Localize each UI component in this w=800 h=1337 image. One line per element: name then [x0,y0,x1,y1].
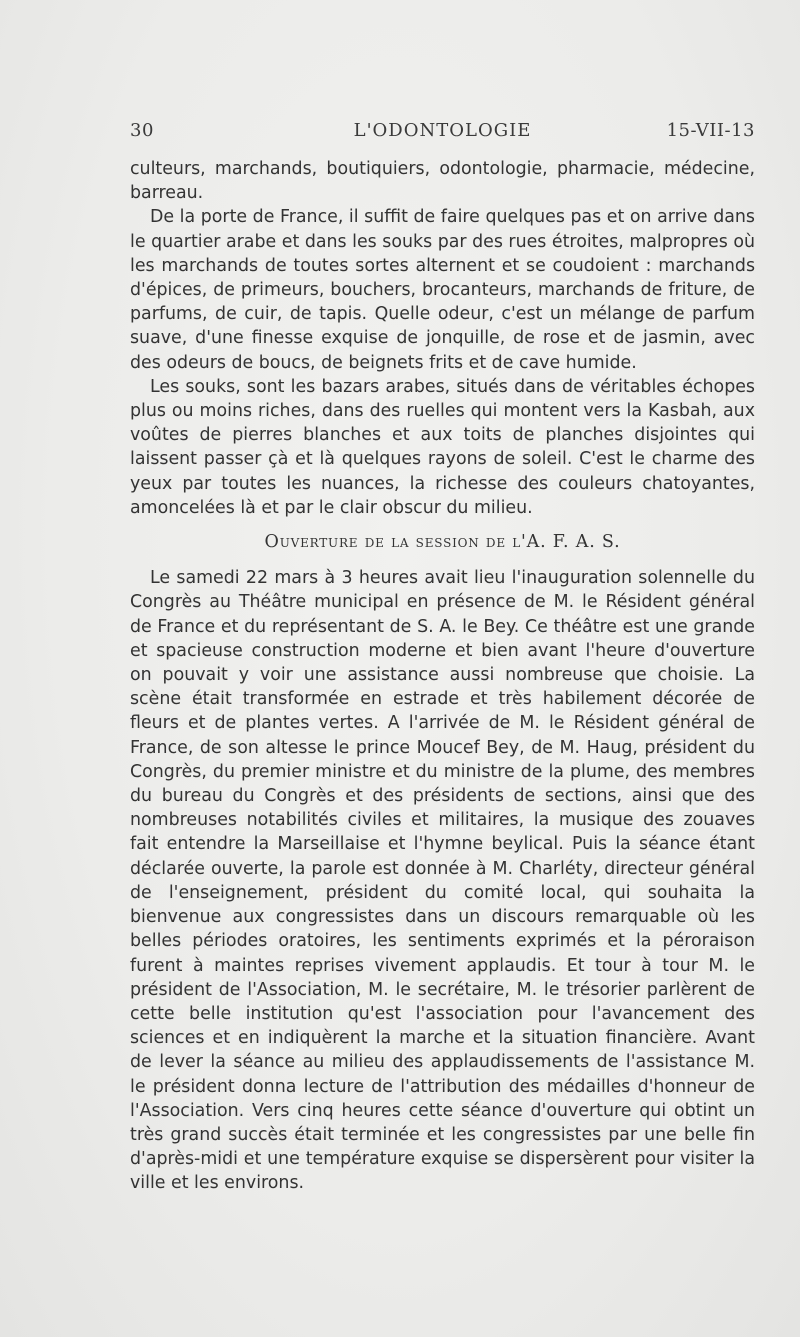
paragraph-session-opening: Le samedi 22 mars à 3 heures avait lieu l'inauguration solennelle du Congrès au Théâtre municipal en présence de M. le Résident général de France et du représentant de S. A. le Bey. Ce théâtre est une grande et spacieuse construction moderne et bien avant l'heure d'ouverture on pouvait y voir une assistance aussi nombreuse que choisie. La scène était transformée en estrade et très habilement décorée de fleurs et de plantes vertes. A l'arrivée de M. le Résident général de France, de son altesse le prince Moucef Bey, de M. Haug, président du Congrès, du premier ministre et du ministre de la plume, des membres du bureau du Congrès et des présidents de sections, ainsi que des nombreuses notabilités civiles et militaires, la musique des zouaves fait entendre la Marseillaise et l'hymne beylical. Puis la séance étant déclarée ouverte, la parole est donnée à M. Charléty, directeur général de l'enseignement, président du comité local, qui souhaita la bienvenue aux congressistes dans un discours remarquable où les belles périodes oratoires, les sentiments exprimés et la péroraison furent à maintes reprises vivement applaudis. Et tour à tour M. le président de l'Association, M. le secrétaire, M. le trésorier parlèrent de cette belle institution qu'est l'association pour l'avancement des sciences et en indiquèrent la marche et la situation financière. Avant de lever la séance au milieu des applaudissements de l'assistance M. le président donna lecture de l'attribution des médailles d'honneur de l'Association. Vers cinq heures cette séance d'ouverture qui obtint un très grand succès était terminée et les congressistes par une belle fin d'après-midi et une température exquise se dispersèrent pour visiter la ville et les environs. [130,568,755,1194]
paragraph-porte-de-france: De la porte de France, il suffit de faire quelques pas et on arrive dans le quartier arabe et dans les souks par des rues étroites, malpropres où les marchands de toutes sortes alternent et se coudoient : marchands d'épices, de primeurs, bouchers, brocanteurs, marchands de friture, de parfums, de cuir, de tapis. Quelle odeur, c'est un mélange de parfum suave, d'une finesse exquise de jonquille, de rose et de jasmin, avec des odeurs de boucs, de beignets frits et de cave humide. [130,207,755,373]
section-heading: Ouverture de la session de l'A. F. A. S. [264,532,621,553]
journal-title: L'ODONTOLOGIE [353,120,532,141]
issue-date: 15-VII-13 [666,120,755,141]
page-number: 30 [130,120,154,141]
paragraph-continuation: culteurs, marchands, boutiquiers, odontologie, pharmacie, médecine, barreau. [130,159,755,204]
running-header [130,120,755,150]
article-body [130,157,755,1196]
paragraph-souks: Les souks, sont les bazars arabes, situés dans de véritables échopes plus ou moins riches, dans des ruelles qui montent vers la Kasbah, aux voûtes de pierres blanches et aux toits de planches disjointes qui laissent passer çà et là quelques rayons de soleil. C'est le charme des yeux par toutes les nuances, la richesse des couleurs chatoyantes, amoncelées là et par le clair obscur du milieu. [130,376,755,518]
